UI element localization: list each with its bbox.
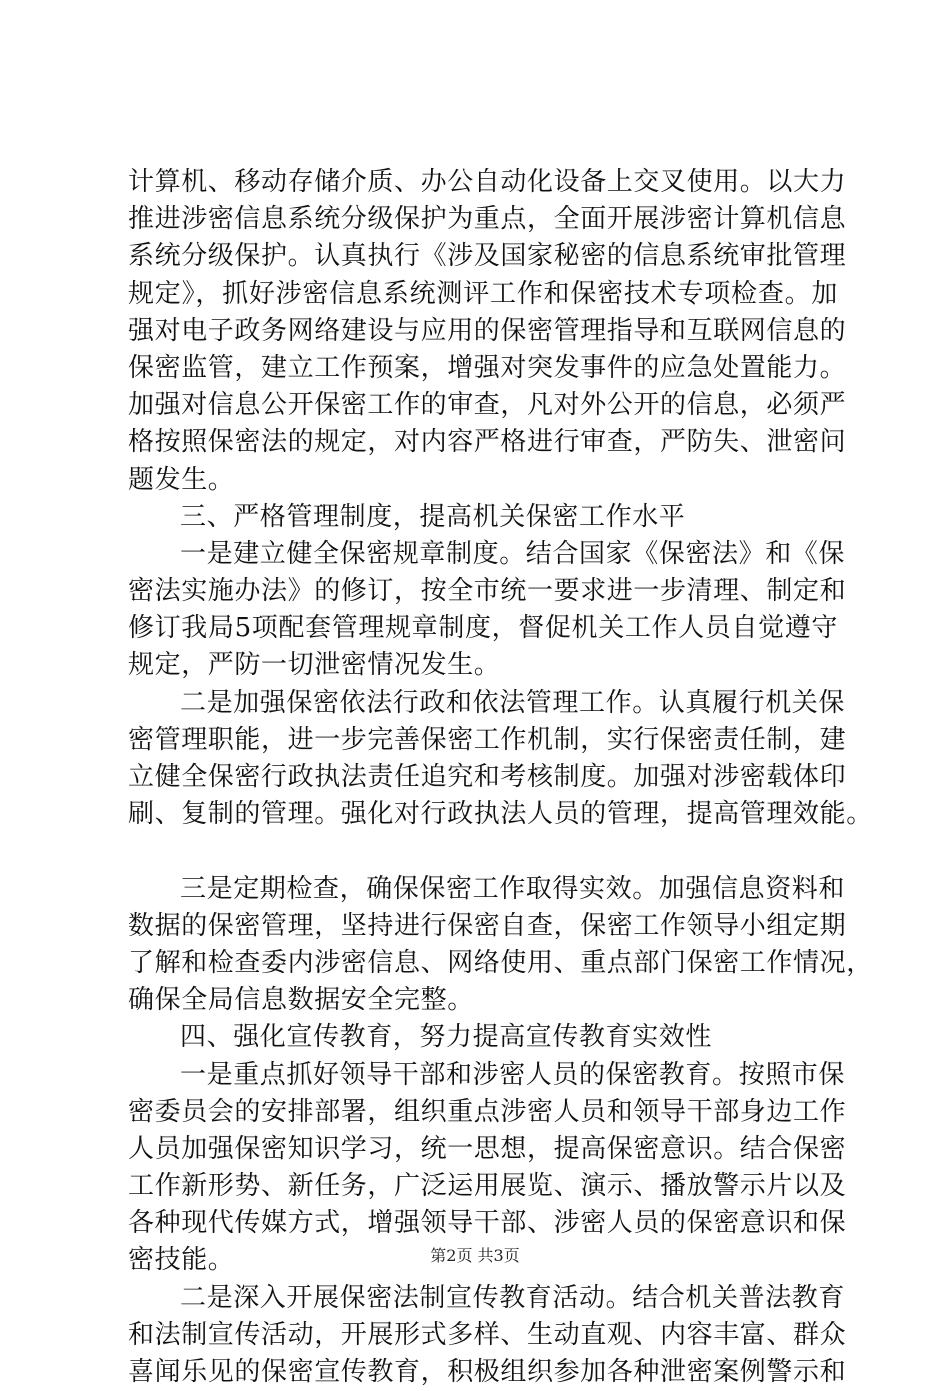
text-line: 密法实施办法》的修订，按全市统一要求进一步清理、制定和 xyxy=(128,576,847,607)
blank-line xyxy=(128,833,838,870)
text-line: 题发生。 xyxy=(128,464,235,495)
text-line: 二是加强保密依法行政和依法管理工作。认真履行机关保 xyxy=(180,687,846,718)
text-line: 数据的保密管理，坚持进行保密自查，保密工作领导小组定期 xyxy=(128,910,847,941)
text-line: 规定，严防一切泄密情况发生。 xyxy=(128,650,501,681)
section-heading: 四、强化宣传教育，努力提高宣传教育实效性 xyxy=(180,1022,713,1053)
text-line: 格按照保密法的规定，对内容严格进行审查，严防失、泄密问 xyxy=(128,427,847,458)
section-heading: 三、严格管理制度，提高机关保密工作水平 xyxy=(180,501,686,532)
text-line: 喜闻乐见的保密宣传教育，积极组织参加各种泄密案例警示和 xyxy=(128,1357,847,1387)
text-line: 密管理职能，进一步完善保密工作机制，实行保密责任制，建 xyxy=(128,724,847,755)
text-line: 三是定期检查，确保保密工作取得实效。加强信息资料和 xyxy=(180,873,846,904)
text-line: 推进涉密信息系统分级保护为重点，全面开展涉密计算机信息 xyxy=(128,204,847,235)
text-line: 系统分级保护。认真执行《涉及国家秘密的信息系统审批管理 xyxy=(128,241,847,272)
text-line: 修订我局5项配套管理规章制度，督促机关工作人员自觉遵守 xyxy=(128,613,838,644)
text-line: 一是建立健全保密规章制度。结合国家《保密法》和《保 xyxy=(180,538,846,569)
text-line: 刷、复制的管理。强化对行政执法人员的管理，提高管理效能。 xyxy=(128,799,873,830)
text-line: 和法制宣传活动，开展形式多样、生动直观、内容丰富、群众 xyxy=(128,1319,847,1350)
text-line: 计算机、移动存储介质、办公自动化设备上交叉使用。以大力 xyxy=(128,167,847,197)
text-line: 密委员会的安排部署，组织重点涉密人员和领导干部身边工作 xyxy=(128,1096,847,1127)
text-line: 一是重点抓好领导干部和涉密人员的保密教育。按照市保 xyxy=(180,1059,846,1090)
text-line: 工作新形势、新任务，广泛运用展览、演示、播放警示片以及 xyxy=(128,1171,847,1202)
page-number-footer: 第2页 共3页 xyxy=(430,1246,520,1265)
text-line: 密技能。 xyxy=(128,1245,235,1276)
text-line: 确保全局信息数据安全完整。 xyxy=(128,985,474,1016)
text-line: 保密监管，建立工作预案，增强对突发事件的应急处置能力。 xyxy=(128,352,847,383)
text-line: 规定》，抓好涉密信息系统测评工作和保密技术专项检查。加 xyxy=(128,278,838,309)
text-line: 了解和检查委内涉密信息、网络使用、重点部门保密工作情况， xyxy=(128,947,873,978)
text-line: 强对电子政务网络建设与应用的保密管理指导和互联网信息的 xyxy=(128,315,847,346)
text-line: 立健全保密行政执法责任追究和考核制度。加强对涉密载体印 xyxy=(128,762,847,792)
text-line: 加强对信息公开保密工作的审查，凡对外公开的信息，必须严 xyxy=(128,390,847,421)
text-line: 二是深入开展保密法制宣传教育活动。结合机关普法教育 xyxy=(180,1282,846,1313)
document-body xyxy=(128,164,873,1391)
text-line: 人员加强保密知识学习，统一思想，提高保密意识。结合保密 xyxy=(128,1133,847,1164)
text-line: 各种现代传媒方式，增强领导干部、涉密人员的保密意识和保 xyxy=(128,1208,847,1239)
